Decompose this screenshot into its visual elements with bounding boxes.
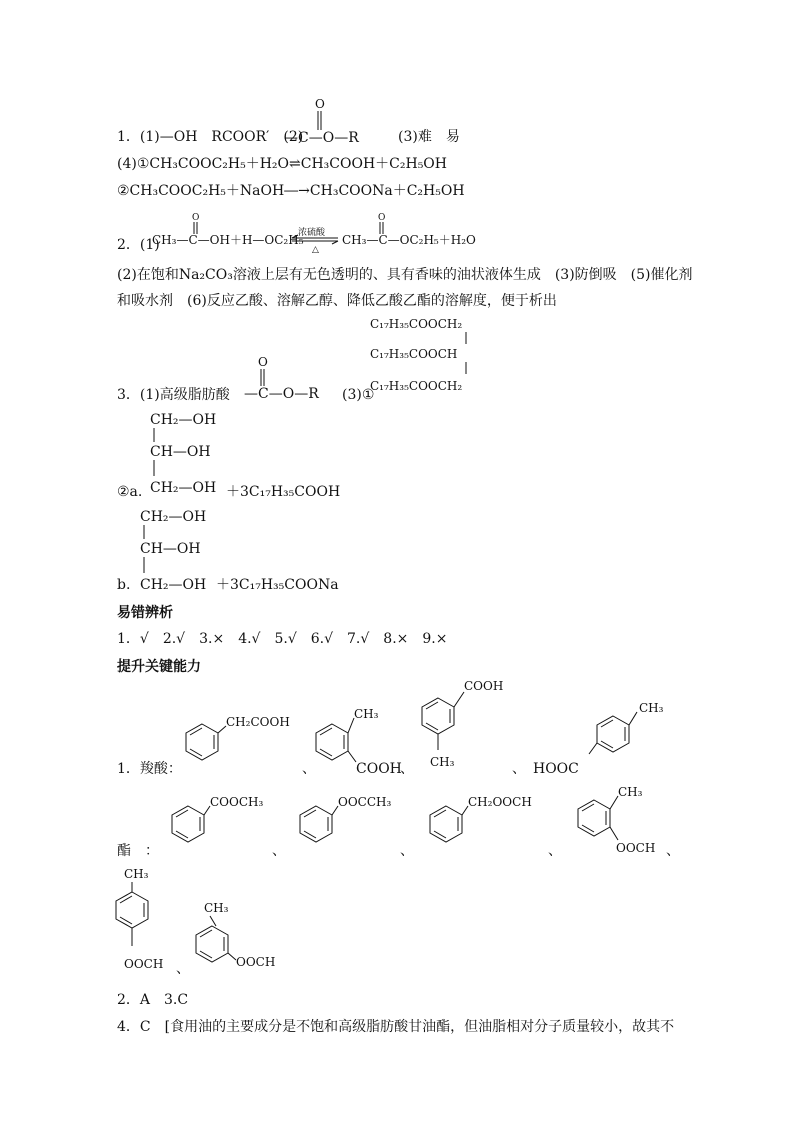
section-title-error-analysis: 易错辨析 — [117, 605, 173, 621]
substituent-label: CH₂OOCH — [468, 795, 532, 809]
separator: 、 — [548, 843, 562, 859]
separator: 、 — [272, 843, 286, 859]
tri-row-1: C₁₇H₃₅COOCH₂ — [370, 317, 463, 331]
phenylacetic-acid-structure — [180, 710, 310, 782]
acid-label: 1．羧酸： — [117, 761, 182, 777]
carbonyl-oxygen: O — [258, 355, 268, 369]
separator: 、 — [400, 761, 414, 777]
methyl-label: CH₃ — [639, 701, 664, 715]
error-analysis-answers: 1．√ 2.√ 3.× 4.√ 5.√ 6.√ 7.√ 8.× 9.× — [117, 631, 448, 647]
methyl-label: CH₃ — [204, 901, 229, 915]
q2-paragraph: (2)在饱和Na₂CO₃溶液上层有无色透明的、具有香味的油状液体生成 (3)防倒吸 (5)催化剂和吸水剂 (6)反应乙酸、溶解乙醇、降低乙酸乙酯的溶解度，便于析出 — [117, 267, 693, 309]
methyl-label: CH₃ — [430, 755, 455, 769]
m-toluic-acid-structure — [412, 676, 522, 776]
formate-label: OOCH — [124, 957, 164, 971]
q3-prefix: 3．(1)高级脂肪酸 — [117, 387, 230, 403]
section-title-key-ability: 提升关键能力 — [117, 659, 201, 675]
separator: 、 — [400, 843, 414, 859]
products: CH₃—C—OC₂H₅＋H₂O — [342, 233, 476, 247]
catalyst-label: 浓硫酸 — [298, 228, 326, 238]
ester-label: 酯 ： — [117, 843, 159, 859]
tri-row-3: C₁₇H₃₅COOCH₂ — [370, 379, 463, 393]
carboxyl-label: HOOC — [533, 761, 579, 777]
separator: 、 — [666, 843, 680, 859]
q1-hydrolysis-base: ②CH₃COOC₂H₅＋NaOH―→CH₃COONa＋C₂H₅OH — [117, 183, 465, 199]
q1-line1: 1．(1)—OH RCOOR′ (2) — [117, 129, 304, 145]
glycerol-row-1: CH₂—OH — [150, 412, 217, 428]
ester-group-text: —C—O—R — [244, 386, 319, 402]
glycerol-row-3: CH₂—OH — [150, 480, 217, 496]
formate-label: OOCH — [236, 955, 276, 969]
q2-prefix: 2．(1) — [117, 237, 160, 253]
q3-a-label: ②a. — [117, 484, 143, 500]
phenyl-acetate-structure — [298, 792, 408, 858]
answers-2-3: 2．A 3.C — [117, 992, 189, 1008]
answer-4: 4．C [食用油的主要成分是不饱和高级脂肪酸甘油酯，但油脂相对分子质量较小，故其不 — [117, 1019, 675, 1035]
glycerol-row-2: CH—OH — [140, 541, 201, 557]
carbonyl-oxygen: O — [315, 97, 325, 111]
methyl-benzoate-structure — [168, 792, 278, 858]
methyl-label: CH₃ — [618, 785, 643, 799]
q3-b-tail: ＋3C₁₇H₃₅COONa — [216, 577, 339, 593]
glycerol-row-3: CH₂—OH — [140, 577, 207, 593]
carbonyl-oxygen-right: O — [378, 213, 386, 223]
benzyl-formate-structure — [424, 792, 554, 858]
m-tolyl-formate-structure — [190, 896, 300, 982]
substituent-label: OOCCH₃ — [338, 795, 392, 809]
glycerol-row-2: CH—OH — [150, 444, 211, 460]
carboxyl-label: COOH — [464, 679, 504, 693]
q1-hydrolysis-acid: (4)①CH₃COOC₂H₅＋H₂O⇌CH₃COOH＋C₂H₅OH — [117, 156, 447, 172]
esterification-equation — [152, 208, 476, 255]
heat-symbol: △ — [312, 245, 319, 255]
q3-a-tail: ＋3C₁₇H₃₅COOH — [226, 484, 341, 500]
ester-group-text: —C—O—R — [284, 130, 359, 146]
substituent-label: CH₂COOH — [226, 715, 290, 729]
glycerol-row-1: CH₂—OH — [140, 509, 207, 525]
carbonyl-oxygen-left: O — [192, 213, 200, 223]
p-toluic-acid-structure — [575, 694, 675, 774]
separator: 、 — [512, 761, 526, 777]
reactants: CH₃—C—OH＋H—OC₂H₅ — [152, 233, 304, 247]
q1-line1-end: (3)难 易 — [398, 129, 460, 145]
separator: 、 — [176, 961, 190, 977]
substituent-label: COOCH₃ — [210, 795, 264, 809]
methyl-label: CH₃ — [354, 707, 379, 721]
methyl-label: CH₃ — [124, 867, 149, 881]
formate-label: OOCH — [616, 841, 656, 855]
ester-group-structure-2 — [244, 352, 334, 404]
ester-group-structure — [284, 96, 384, 148]
q3-part3: (3)① — [342, 387, 375, 403]
tri-row-2: C₁₇H₃₅COOCH — [370, 347, 458, 361]
separator: 、 — [302, 761, 316, 777]
triglyceride-structure — [370, 312, 500, 404]
q3-b-label: b. — [117, 577, 131, 593]
carboxyl-label: COOH — [356, 761, 402, 777]
